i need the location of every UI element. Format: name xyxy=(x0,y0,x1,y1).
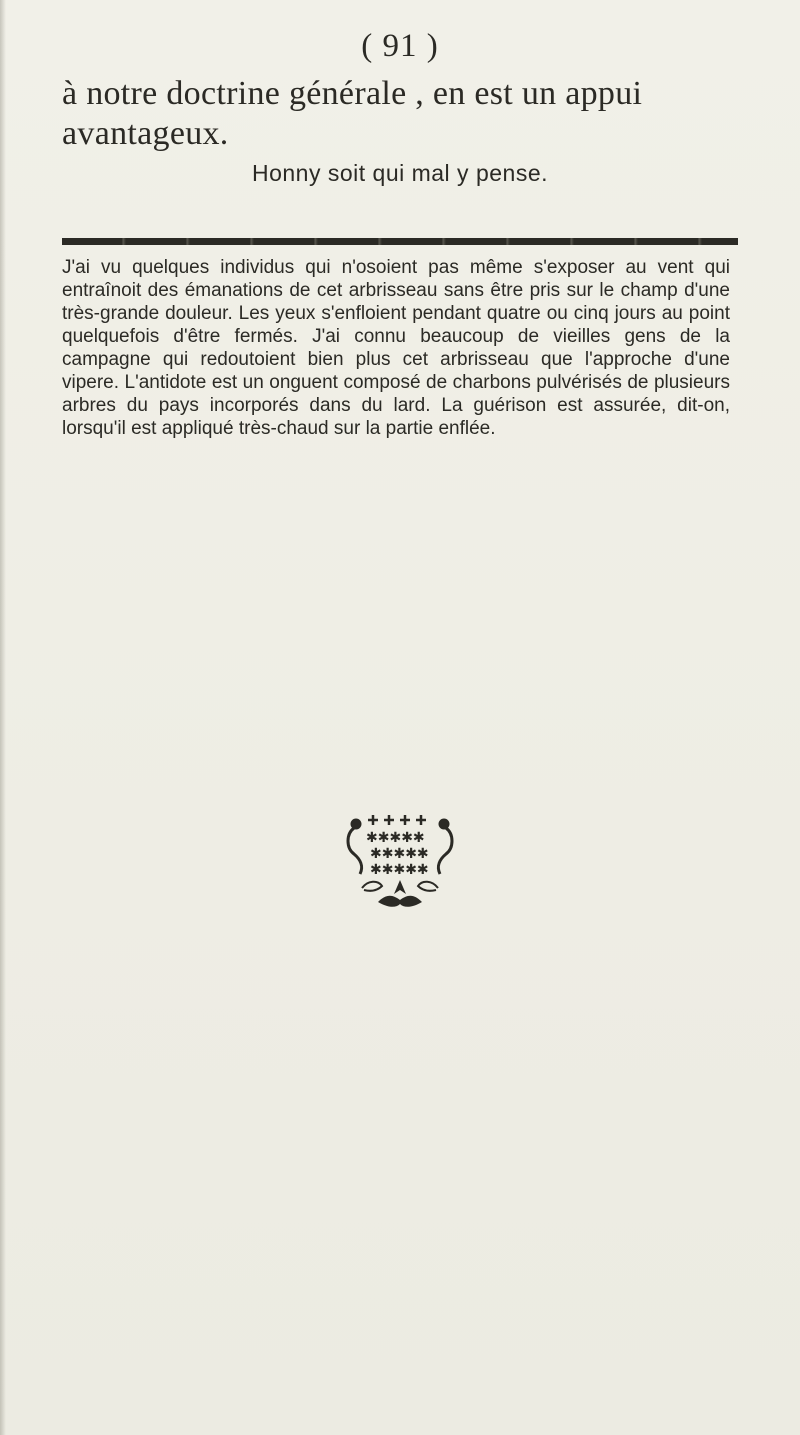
svg-text:✱✱✱✱✱: ✱✱✱✱✱ xyxy=(370,846,429,862)
floral-tailpiece-icon xyxy=(340,810,460,910)
main-paragraph xyxy=(62,256,730,440)
horizontal-rule xyxy=(62,238,738,245)
intro-paragraph: à notre doctrine générale , en est un appui avantageux. xyxy=(62,75,643,152)
gutter-shadow xyxy=(0,0,6,1435)
motto: Honny soit qui mal y pense. xyxy=(251,160,549,186)
page-number: ( 91 ) xyxy=(361,28,439,64)
paragraph-text: J'ai vu quelques individus qui n'osoient pas même s'exposer au vent qui entraînoit des émanations de cet arbrisseau sans être pris sur le champ d'une très-grande douleur. Les yeux s'enfloient pendant quatre ou cinq jours au point quelquefois d'être fermés. J'ai connu beaucoup de vieilles gens de la campagne qui redoutoient bien plus cet arbrisseau que l'approche d'une vipere. L'antidote est un onguent composé de charbons pulvérisés de plusieurs arbres du pays incorporés dans du lard. La guérison est assurée, dit-on, lorsqu'il est appliqué très-chaud sur la partie enflée. xyxy=(62,257,730,439)
svg-text:✱✱✱✱✱: ✱✱✱✱✱ xyxy=(370,862,429,878)
intro-text xyxy=(62,74,762,154)
svg-text:✱✱✱✱✱: ✱✱✱✱✱ xyxy=(366,830,425,846)
